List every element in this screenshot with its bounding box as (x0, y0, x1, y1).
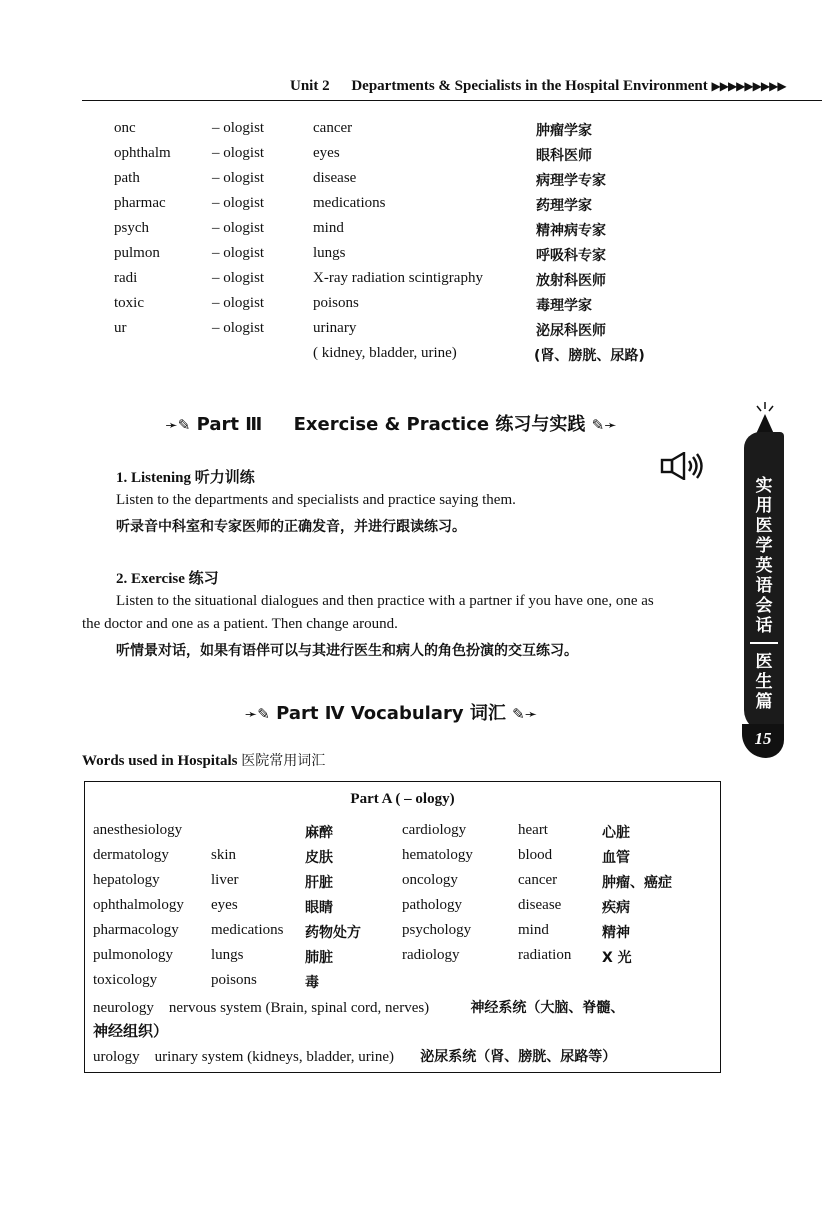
list-item (0, 191, 822, 216)
part3-heading (0, 410, 802, 436)
chinese-term: 疾病 (602, 900, 630, 916)
term: ophthalmology (93, 897, 184, 913)
term: pathology (402, 897, 462, 913)
suffix: – ologist (212, 195, 265, 211)
chinese-term: 麻醉 (305, 825, 333, 841)
root: toxic (114, 295, 144, 311)
term: neurology (93, 1000, 154, 1016)
suffix: – ologist (212, 145, 265, 161)
part3-title: Exercise & Practice 练习与实践 (293, 414, 586, 435)
list-item (0, 116, 822, 141)
root: path (114, 170, 140, 186)
table-row (85, 822, 720, 847)
chinese-term: 心脏 (602, 825, 630, 841)
chinese-term: 毒理学家 (536, 298, 592, 314)
part3-prefix: Part Ⅲ (196, 414, 263, 435)
meaning: eyes (313, 145, 340, 161)
chinese-term: 药理学家 (536, 198, 592, 214)
term: cardiology (402, 822, 467, 838)
meaning: poisons (313, 295, 359, 311)
meaning: mind (518, 922, 549, 938)
meaning: heart (518, 822, 548, 838)
unit-label: Unit 2 (290, 78, 330, 94)
part4-heading (0, 699, 802, 725)
exercise-instruction-line2: the doctor and one as a patient. Then change around. (82, 616, 398, 632)
left-ornament-icon: ➛✎ (244, 705, 270, 723)
chinese-term: 精神病专家 (536, 223, 606, 239)
vocabulary-box-title: Part A ( – ology) (350, 791, 455, 807)
right-ornament-icon: ✎➛ (512, 705, 538, 723)
chinese-term-continued: 神经组织） (93, 1022, 169, 1040)
chinese-term: 眼科医师 (536, 148, 592, 164)
meaning: X-ray radiation scintigraphy (313, 270, 483, 286)
listening-heading: 1. Listening 听力训练 (116, 470, 255, 486)
meaning: disease (518, 897, 562, 913)
chinese-term: 精神 (602, 925, 630, 941)
meaning: disease (313, 170, 357, 186)
list-item (0, 166, 822, 191)
table-row (85, 847, 720, 872)
chinese-term: 呼吸科专家 (536, 248, 606, 264)
term: psychology (402, 922, 472, 938)
chinese-term: 病理学专家 (536, 173, 606, 189)
exercise-instruction-line1: Listen to the situational dialogues and then practice with a partner if you have one, one as (116, 593, 654, 609)
meaning: cancer (313, 120, 353, 136)
meaning: poisons (211, 972, 257, 988)
listening-instruction: Listen to the departments and specialists and practice saying them. (116, 492, 516, 508)
term: pharmacology (93, 922, 179, 938)
meaning: skin (211, 847, 237, 863)
term: anesthesiology (93, 822, 183, 838)
page-number: 15 (742, 724, 784, 758)
meaning: liver (211, 872, 239, 888)
running-header (290, 78, 822, 100)
meaning: nervous system (Brain, spinal cord, nerves) (168, 1000, 430, 1016)
table-row-urology (93, 1046, 616, 1066)
root: radi (114, 270, 138, 286)
root: pharmac (114, 195, 166, 211)
meaning: cancer (518, 872, 558, 888)
table-row (85, 972, 720, 997)
arrow-decoration: ▶▶▶▶▶▶▶▶▶ (711, 79, 786, 93)
root: onc (114, 120, 136, 136)
part4-title: Vocabulary 词汇 (350, 703, 506, 724)
chinese-term: X 光 (602, 950, 632, 966)
meaning: medications (211, 922, 284, 938)
meaning: lungs (211, 947, 244, 963)
term: hematology (402, 847, 473, 863)
meaning: urinary (313, 320, 357, 336)
table-row (85, 922, 720, 947)
chinese-term: 毒 (305, 975, 319, 991)
meaning: radiation (518, 947, 572, 963)
side-tab-divider (750, 642, 778, 644)
side-tab-volume: 医 生 篇 (755, 652, 773, 712)
term: pulmonology (93, 947, 174, 963)
chinese-term: 肝脏 (305, 875, 333, 891)
term: dermatology (93, 847, 169, 863)
suffix: – ologist (212, 220, 265, 236)
term: toxicology (93, 972, 158, 988)
root: ophthalm (114, 145, 171, 161)
list-item (0, 141, 822, 166)
term: hepatology (93, 872, 160, 888)
meaning: eyes (211, 897, 238, 913)
term: radiology (402, 947, 460, 963)
meaning: medications (313, 195, 386, 211)
chinese-term: 神经系统（大脑、脊髓、 (470, 1000, 625, 1016)
meaning: mind (313, 220, 344, 236)
table-row (85, 947, 720, 972)
meaning: urinary system (kidneys, bladder, urine) (154, 1049, 395, 1065)
list-item (0, 316, 822, 341)
list-item (0, 266, 822, 291)
meaning: ( kidney, bladder, urine) (313, 345, 457, 361)
term: urology (93, 1049, 140, 1065)
root: ur (114, 320, 127, 336)
root: pulmon (114, 245, 160, 261)
chinese-term: 血管 (602, 850, 630, 866)
suffix: – ologist (212, 320, 265, 336)
root: psych (114, 220, 149, 236)
exercise-heading: 2. Exercise 练习 (116, 571, 219, 587)
chinese-term: (肾、膀胱、尿路) (534, 348, 645, 364)
list-item-note (0, 341, 822, 366)
meaning: blood (518, 847, 553, 863)
listening-instruction-zh: 听录音中科室和专家医师的正确发音，并进行跟读练习。 (116, 519, 466, 535)
chinese-term: 放射科医师 (536, 273, 606, 289)
chinese-term: 眼睛 (305, 900, 333, 916)
suffix: – ologist (212, 170, 265, 186)
side-tab-book-title: 实 用 医 学 英 语 会 话 (755, 476, 773, 636)
unit-title: Departments & Specialists in the Hospital Environment (351, 78, 708, 94)
chinese-term: 肺脏 (305, 950, 333, 966)
left-ornament-icon: ➛✎ (165, 416, 191, 434)
vocabulary-box (84, 781, 721, 1073)
chinese-term: 药物处方 (305, 925, 361, 941)
exercise-instruction-zh: 听情景对话，如果有语伴可以与其进行医生和病人的角色扮演的交互练习。 (116, 643, 578, 659)
chinese-term: 肿瘤学家 (536, 123, 592, 139)
header-rule (82, 100, 822, 101)
suffix-list (0, 116, 822, 366)
suffix: – ologist (212, 245, 265, 261)
list-item (0, 216, 822, 241)
chinese-term: 皮肤 (305, 850, 333, 866)
part4-prefix: Part Ⅳ (276, 703, 345, 724)
words-heading-en: Words used in Hospitals (82, 753, 238, 769)
list-item (0, 291, 822, 316)
words-heading (82, 750, 325, 770)
suffix: – ologist (212, 295, 265, 311)
list-item (0, 241, 822, 266)
chinese-term: 泌尿科医师 (536, 323, 606, 339)
side-tab (744, 432, 784, 732)
right-ornament-icon: ✎➛ (591, 416, 617, 434)
table-row (85, 872, 720, 897)
meaning: lungs (313, 245, 346, 261)
table-row (85, 897, 720, 922)
chinese-term: 泌尿系统（肾、膀胱、尿路等） (420, 1049, 617, 1065)
table-row-neurology (93, 997, 624, 1017)
chinese-term: 肿瘤、癌症 (602, 875, 672, 891)
term: oncology (402, 872, 458, 888)
speaker-icon (660, 452, 706, 480)
words-heading-zh: 医院常用词汇 (241, 753, 326, 769)
suffix: – ologist (212, 270, 265, 286)
suffix: – ologist (212, 120, 265, 136)
